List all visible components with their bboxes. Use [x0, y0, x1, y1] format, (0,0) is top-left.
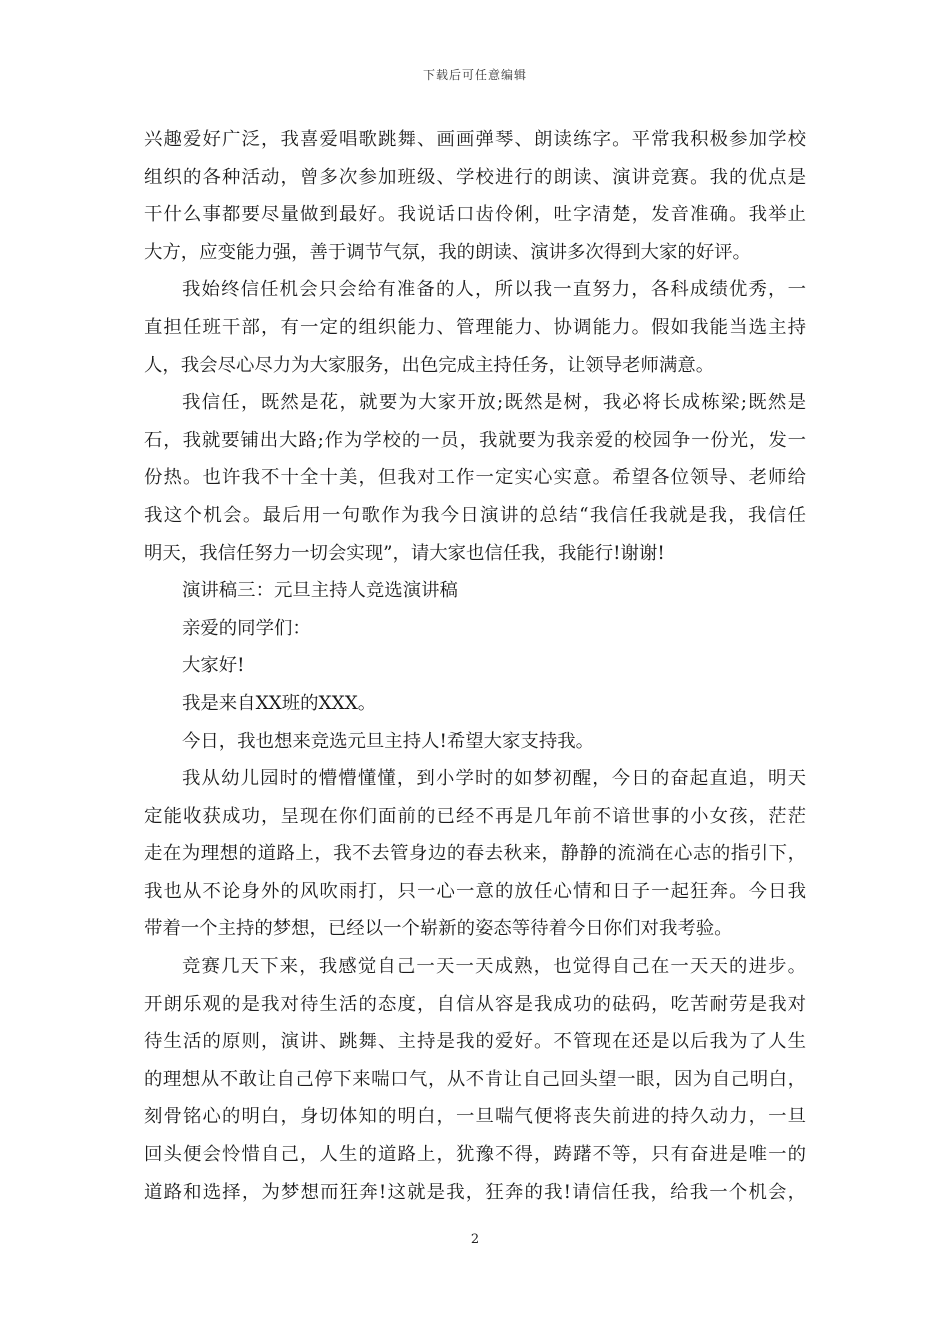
text-line: 待生活的原则，演讲、跳舞、主持是我的爱好。不管现在还是以后我为了人生 [144, 1031, 806, 1053]
document-body [144, 121, 806, 1211]
text-line: 我这个机会。最后用一句歌作为我今日演讲的总结“我信任我就是我，我信任 [144, 504, 806, 526]
text-line: 走在为理想的道路上，我不去管身边的春去秋来，静静的流淌在心志的指引下， [144, 843, 806, 865]
text-line: 带着一个主持的梦想，已经以一个崭新的姿态等待着今日你们对我考验。 [144, 918, 733, 940]
text-line: 兴趣爱好广泛，我喜爱唱歌跳舞、画画弹琴、朗读练字。平常我积极参加学校 [144, 129, 806, 150]
greeting: 大家好! [182, 655, 245, 677]
text-line: 组织的各种活动，曾多次参加班级、学校进行的朗读、演讲竞赛。我的优点是 [144, 166, 806, 188]
text-line: 今日，我也想来竞选元旦主持人!希望大家支持我。 [182, 730, 594, 752]
salutation: 亲爱的同学们： [182, 617, 311, 639]
text-line: 石，我就要铺出大路;作为学校的一员，我就要为我亲爱的校园争一份光，发一 [144, 429, 806, 451]
text-line: 道路和选择，为梦想而狂奔!这就是我，狂奔的我!请信任我，给我一个机会， [144, 1181, 806, 1203]
text-line: 我从幼儿园时的懵懵懂懂，到小学时的如梦初醒，今日的奋起直追，明天 [182, 768, 806, 790]
text-line: 的理想从不敢让自己停下来喘口气，从不肯让自己回头望一眼，因为自己明白， [144, 1068, 806, 1090]
text-line: 我也从不论身外的风吹雨打，只一心一意的放任心情和日子一起狂奔。今日我 [144, 880, 806, 902]
text-line: 定能收获成功，呈现在你们面前的已经不再是几年前不谙世事的小女孩，茫茫 [144, 805, 806, 827]
text-line: 人，我会尽心尽力为大家服务，出色完成主持任务，让领导老师满意。 [144, 354, 715, 376]
text-line: 回头便会怜惜自己，人生的道路上，犹豫不得，踌躇不等，只有奋进是唯一的 [144, 1144, 806, 1166]
text-line: 份热。也许我不十全十美，但我对工作一定实心实意。希望各位领导、老师给 [144, 467, 806, 489]
page-header-note: 下载后可任意编辑 [422, 68, 527, 82]
page-number: 2 [470, 1232, 480, 1247]
text-line: 竞赛几天下来，我感觉自己一天一天成熟，也觉得自己在一天天的进步。 [182, 956, 806, 978]
section-heading: 演讲稿三：元旦主持人竞选演讲稿 [182, 580, 458, 602]
text-line: 干什么事都要尽量做到最好。我说话口齿伶俐，吐字清楚，发音准确。我举止 [144, 204, 806, 226]
text-line: 明天，我信任努力一切会实现”，请大家也信任我，我能行!谢谢! [144, 542, 665, 564]
text-line: 大方，应变能力强，善于调节气氛，我的朗读、演讲多次得到大家的好评。 [144, 241, 751, 263]
text-line: 刻骨铭心的明白，身切体知的明白，一旦喘气便将丧失前进的持久动力，一旦 [144, 1106, 806, 1128]
text-line: 我信任，既然是花，就要为大家开放;既然是树，我必将长成栋梁;既然是 [182, 392, 806, 414]
text-line: 我是来自XX班的XXX。 [182, 692, 377, 714]
text-line: 开朗乐观的是我对待生活的态度，自信从容是我成功的砝码，吃苦耐劳是我对 [144, 993, 806, 1015]
text-line: 我始终信任机会只会给有准备的人，所以我一直努力，各科成绩优秀，一 [182, 279, 806, 301]
text-line: 直担任班干部，有一定的组织能力、管理能力、协调能力。假如我能当选主持 [144, 316, 806, 338]
